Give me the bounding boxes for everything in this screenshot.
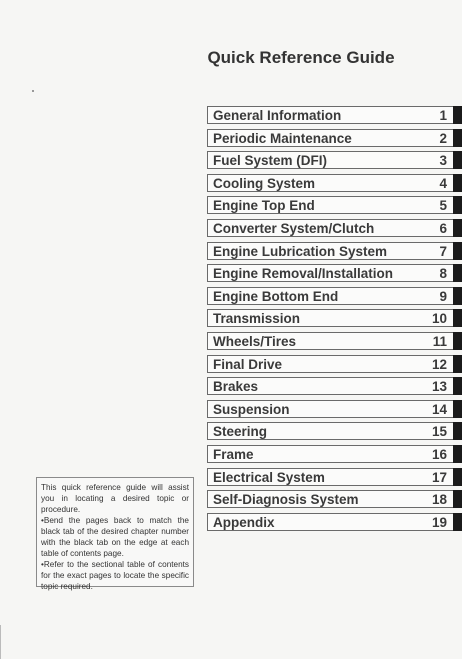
page-title: Quick Reference Guide <box>207 48 395 67</box>
section-label: Engine Bottom End <box>213 288 339 304</box>
black-tab-marker <box>453 242 462 260</box>
section-row[interactable] <box>207 264 462 282</box>
section-number: 12 <box>431 356 447 372</box>
section-row[interactable] <box>207 377 462 395</box>
section-label: Transmission <box>213 311 301 327</box>
section-number: 13 <box>431 379 447 395</box>
section-index <box>207 106 462 535</box>
black-tab-marker <box>453 445 462 463</box>
page-edge-mark <box>0 625 1 659</box>
section-number: 5 <box>439 198 447 214</box>
section-number: 6 <box>439 220 447 236</box>
black-tab-marker <box>453 174 462 192</box>
section-number: 1 <box>439 108 447 123</box>
section-label: Fuel System (DFI) <box>213 153 328 169</box>
section-row[interactable] <box>207 468 462 486</box>
section-number: 4 <box>439 175 447 191</box>
usage-note <box>36 477 194 591</box>
section-row[interactable] <box>207 490 462 508</box>
section-row[interactable] <box>207 332 462 350</box>
black-tab-marker <box>453 151 462 169</box>
speck <box>32 90 34 92</box>
section-row[interactable] <box>207 151 462 169</box>
section-row[interactable] <box>207 106 462 124</box>
black-tab-marker <box>453 287 462 305</box>
section-number: 18 <box>431 492 447 508</box>
black-tab-marker <box>453 355 462 373</box>
black-tab-marker <box>453 490 462 508</box>
section-label: Converter System/Clutch <box>213 220 375 236</box>
black-tab-marker <box>453 468 462 486</box>
section-label: Engine Removal/Installation <box>213 266 394 282</box>
section-number: 9 <box>439 288 447 304</box>
section-label: Electrical System <box>213 469 325 485</box>
section-row[interactable] <box>207 355 462 373</box>
section-row[interactable] <box>207 196 462 214</box>
section-label: Wheels/Tires <box>213 333 297 349</box>
section-label: Frame <box>213 446 254 462</box>
black-tab-marker <box>453 196 462 214</box>
note-intro: This quick reference guide will assist you in locating a desired topic or procedure. <box>41 483 189 514</box>
section-label: Final Drive <box>213 356 283 372</box>
section-number: 2 <box>439 130 447 146</box>
section-number: 10 <box>431 311 447 327</box>
section-row[interactable] <box>207 309 462 327</box>
section-number: 3 <box>439 153 447 169</box>
black-tab-marker <box>453 264 462 282</box>
black-tab-marker <box>453 422 462 440</box>
black-tab-marker <box>453 106 462 124</box>
section-label: Self-Diagnosis System <box>213 492 359 508</box>
black-tab-marker <box>453 332 462 350</box>
section-row[interactable] <box>207 287 462 305</box>
black-tab-marker <box>453 219 462 237</box>
section-number: 14 <box>431 401 447 417</box>
section-number: 7 <box>439 243 447 259</box>
section-label: Cooling System <box>213 175 316 191</box>
section-label: General Information <box>213 108 342 123</box>
section-row[interactable] <box>207 129 462 147</box>
section-row[interactable] <box>207 400 462 418</box>
section-label: Suspension <box>213 401 290 417</box>
section-number: 19 <box>431 514 447 530</box>
section-label: Appendix <box>213 514 275 530</box>
note-bullet-1: •Bend the pages back to match the black tab of the desired chapter number with the black tab on the edge at each table of contents page. <box>41 516 189 558</box>
section-row[interactable] <box>207 445 462 463</box>
section-number: 17 <box>431 469 447 485</box>
black-tab-marker <box>453 513 462 531</box>
section-number: 11 <box>432 333 447 349</box>
black-tab-marker <box>453 309 462 327</box>
section-row[interactable] <box>207 219 462 237</box>
section-label: Engine Top End <box>213 198 315 214</box>
section-row[interactable] <box>207 513 462 531</box>
black-tab-marker <box>453 377 462 395</box>
section-number: 15 <box>431 424 447 440</box>
section-number: 8 <box>439 266 447 282</box>
section-label: Periodic Maintenance <box>213 130 352 146</box>
section-row[interactable] <box>207 242 462 260</box>
section-label: Brakes <box>213 379 259 395</box>
note-bullet-2: •Refer to the sectional table of contents for the exact pages to locate the specific topic required. <box>41 560 189 591</box>
section-label: Steering <box>213 424 268 440</box>
black-tab-marker <box>453 129 462 147</box>
black-tab-marker <box>453 400 462 418</box>
section-number: 16 <box>431 446 447 462</box>
section-label: Engine Lubrication System <box>213 243 388 259</box>
section-row[interactable] <box>207 174 462 192</box>
section-row[interactable] <box>207 422 462 440</box>
